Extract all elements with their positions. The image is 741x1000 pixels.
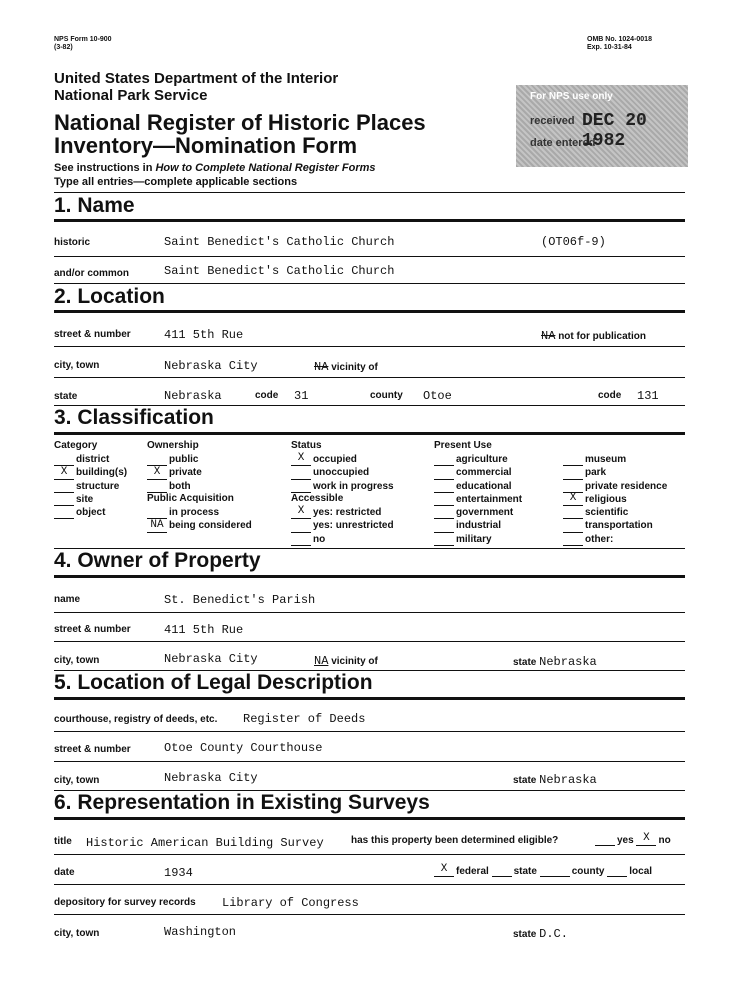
city-value: Nebraska City	[164, 359, 258, 373]
accessible-unrestricted	[291, 519, 394, 532]
checkbox-mark	[147, 455, 167, 466]
checkbox-mark	[434, 495, 454, 506]
checkbox-mark	[291, 522, 311, 533]
survey-date: 1934	[164, 866, 193, 880]
form-revision: (3-82)	[54, 44, 73, 51]
owner-state	[513, 655, 597, 669]
option-label: object	[76, 507, 106, 519]
state-value: Nebraska	[539, 773, 597, 787]
status-header: Status	[291, 440, 322, 451]
option-label: yes: unrestricted	[313, 520, 394, 532]
state-label: state	[513, 775, 537, 786]
ownership-list	[147, 453, 202, 493]
use-other	[563, 533, 667, 546]
checkbox-mark	[291, 469, 311, 480]
stamp-received-label: received	[530, 115, 575, 127]
vicinity-mark: NA	[314, 360, 329, 374]
option-label: structure	[76, 480, 120, 492]
federal-label: federal	[456, 866, 489, 877]
state-value: Nebraska	[539, 655, 597, 669]
not-for-publication	[541, 329, 646, 343]
option-label: transportation	[585, 520, 653, 532]
legal-street: Otoe County Courthouse	[164, 741, 323, 755]
divider	[54, 346, 685, 347]
nfp-label: not for publication	[558, 331, 646, 342]
instructions-reference: How to Complete National Register Forms	[155, 162, 376, 174]
yes-label: yes	[617, 835, 634, 846]
legal-state	[513, 773, 597, 787]
county-value: Otoe	[423, 389, 452, 403]
stamp-date: DEC 20 1982	[582, 111, 647, 151]
section-rule	[54, 697, 685, 700]
nps-use-stamp	[516, 85, 688, 167]
option-label: yes: restricted	[313, 507, 382, 518]
form-number: NPS Form 10-900	[54, 36, 112, 43]
accessible-no	[291, 533, 394, 546]
owner-name: St. Benedict's Parish	[164, 593, 316, 607]
state-label: state	[513, 929, 537, 940]
accessible-list	[291, 506, 394, 546]
divider	[54, 761, 685, 762]
use-commercial	[434, 466, 522, 479]
accessible-header: Accessible	[291, 493, 344, 504]
vicinity	[314, 360, 378, 374]
option-label: scientific	[585, 507, 629, 519]
checkbox-mark	[434, 522, 454, 533]
accessible-restricted	[291, 506, 394, 519]
divider	[54, 612, 685, 613]
state-label: state	[54, 391, 78, 402]
section-4-title: 4. Owner of Property	[54, 549, 261, 572]
use-transportation	[563, 519, 667, 532]
option-label: private	[169, 467, 202, 479]
option-label: being considered	[169, 520, 252, 532]
legal-city: Nebraska City	[164, 771, 258, 785]
acquisition-being-considered	[147, 519, 252, 532]
vicinity-label: vicinity of	[331, 656, 378, 667]
ownership-both	[147, 480, 202, 493]
checkbox-mark	[147, 482, 167, 493]
checkbox-mark	[434, 469, 454, 480]
section-2-title: 2. Location	[54, 285, 165, 308]
section-5-title: 5. Location of Legal Description	[54, 671, 373, 694]
owner-name-label: name	[54, 594, 81, 605]
owner-street: 411 5th Rue	[164, 623, 244, 637]
option-label: both	[169, 480, 191, 492]
ownership-private	[147, 466, 202, 479]
eligible-answers	[595, 832, 671, 846]
use-educational	[434, 480, 522, 493]
ownership-header: Ownership	[147, 440, 199, 451]
code-value: 31	[294, 389, 309, 403]
option-label: park	[585, 467, 607, 479]
option-label: work in progress	[313, 480, 394, 492]
survey-title: Historic American Building Survey	[86, 836, 324, 850]
divider	[54, 377, 685, 378]
status-occupied	[291, 453, 394, 466]
vicinity-label: vicinity of	[331, 362, 378, 373]
checkbox-mark: X	[291, 508, 311, 519]
divider	[54, 641, 685, 642]
section-rule	[54, 575, 685, 578]
checkbox-mark	[563, 522, 583, 533]
historic-name: Saint Benedict's Catholic Church	[164, 235, 395, 249]
owner-city: Nebraska City	[164, 652, 258, 666]
street-value: 411 5th Rue	[164, 328, 244, 342]
use-religious	[563, 493, 667, 506]
status-unoccupied	[291, 466, 394, 479]
option-label: commercial	[456, 467, 512, 479]
section-1-title: 1. Name	[54, 194, 135, 217]
use-government	[434, 506, 522, 519]
option-label: building(s)	[76, 467, 128, 479]
divider	[54, 884, 685, 885]
service: National Park Service	[54, 87, 208, 104]
option-label: agriculture	[456, 454, 508, 465]
survey-title-label: title	[54, 836, 72, 847]
use-park	[563, 466, 667, 479]
use-museum	[563, 453, 667, 466]
option-label: military	[456, 533, 492, 545]
checkbox-mark: X	[434, 866, 454, 877]
category-buildings	[54, 466, 127, 479]
survey-city: Washington	[164, 925, 237, 939]
option-label: private residence	[585, 480, 668, 492]
checkbox-mark	[563, 455, 583, 466]
historic-label: historic	[54, 237, 91, 248]
state-level-label: state	[513, 866, 537, 877]
checkbox-mark: X	[147, 469, 167, 480]
section-3-title: 3. Classification	[54, 406, 214, 429]
category-site	[54, 493, 127, 506]
option-label: in process	[169, 507, 220, 518]
checkbox-mark: NA	[147, 522, 167, 533]
category-district	[54, 453, 127, 466]
option-label: district	[76, 454, 110, 465]
survey-city-label: city, town	[54, 928, 100, 939]
historic-code: (OT06f-9)	[541, 235, 606, 249]
present-use-col2	[563, 453, 667, 546]
checkbox-mark	[291, 535, 311, 546]
use-private-residence	[563, 480, 667, 493]
status-work-in-progress	[291, 480, 394, 493]
checkbox-mark	[54, 482, 74, 493]
section-rule	[54, 219, 685, 222]
ownership-public	[147, 453, 202, 466]
category-list	[54, 453, 127, 519]
option-label: industrial	[456, 520, 502, 532]
code-label: code	[255, 390, 279, 401]
use-military	[434, 533, 522, 546]
checkbox-mark	[540, 866, 570, 877]
stamp-header: For NPS use only	[530, 91, 613, 102]
section-rule	[54, 310, 685, 313]
city-label: city, town	[54, 360, 100, 371]
instructions	[54, 162, 376, 174]
owner-city-label: city, town	[54, 655, 100, 666]
county-code-label: code	[598, 390, 622, 401]
checkbox-mark	[434, 455, 454, 466]
vicinity-mark: NA	[314, 654, 329, 668]
form-title-line1: National Register of Historic Places	[54, 110, 426, 135]
option-label: religious	[585, 493, 627, 505]
option-label: no	[313, 533, 326, 545]
owner-street-label: street & number	[54, 624, 131, 635]
option-label: other:	[585, 533, 614, 545]
present-use-col1	[434, 453, 522, 546]
nfp-mark: NA	[541, 329, 556, 343]
option-label: government	[456, 507, 514, 519]
section-6-title: 6. Representation in Existing Surveys	[54, 791, 430, 814]
depository-label: depository for survey records	[54, 897, 196, 908]
divider	[54, 731, 685, 732]
legal-city-label: city, town	[54, 775, 100, 786]
form-title-line2: Inventory—Nomination Form	[54, 133, 358, 158]
option-label: entertainment	[456, 493, 523, 505]
use-scientific	[563, 506, 667, 519]
type-instructions: Type all entries—complete applicable sections	[54, 176, 298, 188]
divider	[54, 283, 685, 284]
use-entertainment	[434, 493, 522, 506]
checkbox-mark	[492, 866, 512, 877]
owner-vicinity	[314, 654, 378, 668]
local-label: local	[629, 866, 653, 877]
category-structure	[54, 480, 127, 493]
state-value: D.C.	[539, 927, 568, 941]
county-label: county	[370, 390, 403, 401]
present-use-header: Present Use	[434, 440, 492, 451]
checkbox-mark	[54, 508, 74, 519]
checkbox-mark	[563, 508, 583, 519]
no-label: no	[658, 835, 671, 846]
checkbox-mark	[54, 455, 74, 466]
depository-value: Library of Congress	[222, 896, 359, 910]
section-rule	[54, 432, 685, 435]
status-list	[291, 453, 394, 493]
state-label: state	[513, 657, 537, 668]
omb-number: OMB No. 1024-0018	[587, 36, 652, 43]
state-value: Nebraska	[164, 389, 222, 403]
county-label: county	[571, 866, 605, 877]
instructions-text: See instructions in	[54, 162, 156, 174]
survey-date-label: date	[54, 867, 75, 878]
checkbox-mark	[291, 482, 311, 493]
use-agriculture	[434, 453, 522, 466]
category-header: Category	[54, 440, 98, 451]
divider	[54, 914, 685, 915]
expiration: Exp. 10-31-84	[587, 44, 632, 51]
department: United States Department of the Interior	[54, 70, 339, 87]
public-acquisition-header: Public Acquisition	[147, 493, 234, 504]
acquisition-in-process	[147, 506, 252, 519]
common-name-label: and/or common	[54, 268, 130, 279]
option-label: educational	[456, 480, 512, 492]
checkbox-mark: X	[563, 495, 583, 506]
survey-state	[513, 927, 568, 941]
option-label: occupied	[313, 454, 357, 465]
checkbox-mark	[434, 535, 454, 546]
option-label: museum	[585, 454, 627, 465]
eligible-question: has this property been determined eligible?	[351, 835, 559, 846]
use-industrial	[434, 519, 522, 532]
checkbox-mark	[54, 495, 74, 506]
checkbox-mark	[434, 508, 454, 519]
checkbox-mark	[434, 482, 454, 493]
checkbox-mark	[563, 535, 583, 546]
option-label: site	[76, 493, 94, 505]
section-rule	[54, 817, 685, 820]
checkbox-mark: X	[54, 469, 74, 480]
divider	[54, 256, 685, 257]
checkbox-mark	[147, 508, 167, 519]
divider	[54, 192, 685, 193]
public-acquisition-list	[147, 506, 252, 533]
checkbox-mark: X	[636, 835, 656, 846]
stamp-entered-label: date entered	[530, 137, 596, 149]
street-label: street & number	[54, 329, 131, 340]
county-code-value: 131	[637, 389, 659, 403]
checkbox-mark	[595, 835, 615, 846]
category-object	[54, 506, 127, 519]
courthouse-label: courthouse, registry of deeds, etc.	[54, 714, 218, 725]
option-label: unoccupied	[313, 467, 370, 479]
courthouse-value: Register of Deeds	[243, 712, 366, 726]
checkbox-mark	[563, 469, 583, 480]
checkbox-mark: X	[291, 455, 311, 466]
checkbox-mark	[607, 866, 627, 877]
survey-level	[434, 863, 653, 877]
divider	[54, 854, 685, 855]
common-name: Saint Benedict's Catholic Church	[164, 264, 395, 278]
option-label: public	[169, 454, 199, 465]
legal-street-label: street & number	[54, 744, 131, 755]
